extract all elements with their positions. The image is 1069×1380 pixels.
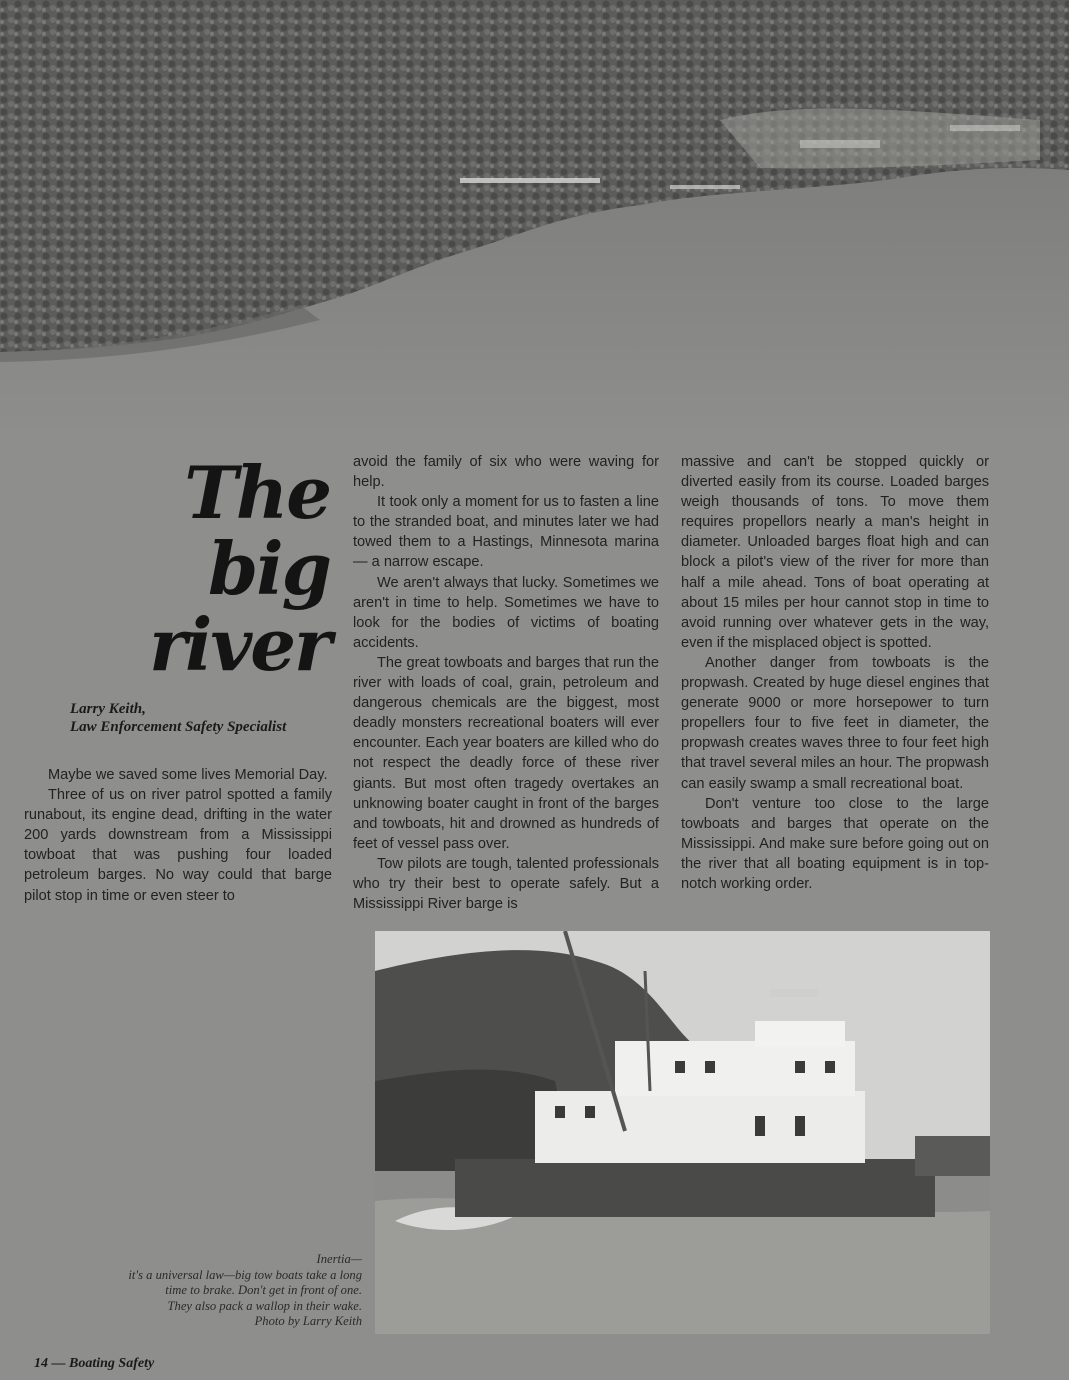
- paragraph: avoid the family of six who were waving for help.: [353, 454, 659, 491]
- aerial-river-photo: [0, 0, 1069, 440]
- paragraph: massive and can't be stopped quickly or diverted easily from its course. Loaded barges weigh thousands of tons. To move them requires propellors nearly a man's height in diameter. Unloaded barges float high and can block a pilot's view of the river for more than half a mile ahead. Tons of boat operating at about 15 miles per hour cannot stop in time to avoid running over whatever gets in the way, even if the misplaced object is spotted.: [681, 454, 989, 651]
- body-column-3: [681, 452, 989, 894]
- caption-line: time to brake. Don't get in front of one.: [165, 1283, 362, 1297]
- caption-line: They also pack a wallop in their wake.: [167, 1298, 362, 1313]
- paragraph: The great towboats and barges that run the river with loads of coal, grain, petroleum and dangerous chemicals are the biggest, most deadly monsters recreational boaters will ever encounter. Each year boaters are killed who do not respect the deadly force of these river giants. But most often tragedy overtakes an unknowing boater caught in front of the barges and towboats, hit and drowned as hundreds of feet of vessel pass over.: [353, 654, 659, 852]
- paragraph: Tow pilots are tough, talented professionals who try their best to operate safely. But a Mississippi River barge is: [353, 855, 659, 913]
- paragraph: Another danger from towboats is the propwash. Created by huge diesel engines that generate 9000 or more horsepower to turn propellers four to five feet in diameter, the propwash creates waves three to four feet high that travel several miles an hour. The propwash can easily swamp a small recreational boat.: [681, 654, 989, 792]
- paragraph: Maybe we saved some lives Memorial Day.: [48, 767, 328, 783]
- page-folio: 14 — Boating Safety: [34, 1356, 155, 1371]
- towboat-photo: [375, 931, 990, 1334]
- paragraph: Three of us on river patrol spotted a family runabout, its engine dead, drifting in the water 200 yards downstream from a Mississippi towboat that was pushing four loaded petroleum barges. No way could that barge pilot stop in time or even steer to: [24, 787, 332, 904]
- byline: [60, 700, 342, 736]
- photo-credit: Photo by Larry Keith: [254, 1314, 362, 1328]
- caption-line: Inertia—: [316, 1252, 362, 1266]
- byline-role: Law Enforcement Safety Specialist: [70, 719, 287, 735]
- body-column-2: [353, 452, 659, 914]
- photo-caption: [60, 1252, 362, 1330]
- title-line-2: big: [207, 526, 330, 611]
- title-line-1: The: [184, 450, 330, 535]
- body-column-1: [24, 765, 332, 906]
- title-line-3: river: [149, 602, 330, 687]
- paragraph: Don't venture too close to the large towboats and barges that operate on the Mississippi. And make sure before going out on the river that all boating equipment is in top-notch working order.: [681, 795, 989, 892]
- paragraph: We aren't always that lucky. Sometimes we aren't in time to help. Sometimes we have to look for the bodies of victims of boating accidents.: [353, 574, 659, 651]
- caption-line: it's a universal law—big tow boats take a long: [128, 1267, 362, 1282]
- byline-name: Larry Keith,: [70, 701, 146, 717]
- article-title: [120, 450, 330, 687]
- paragraph: It took only a moment for us to fasten a line to the stranded boat, and minutes later we had towed them to a Hastings, Minnesota marina — a narrow escape.: [353, 494, 659, 571]
